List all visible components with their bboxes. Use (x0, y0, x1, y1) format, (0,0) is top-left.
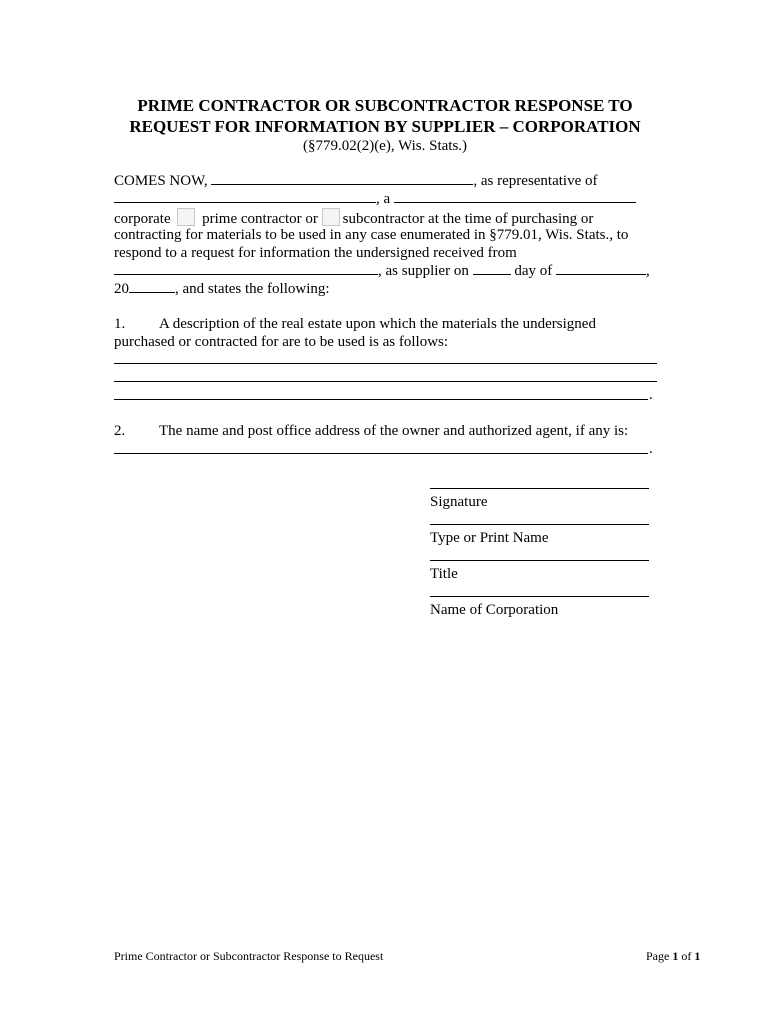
intro-line-5: respond to a request for information the undersigned received from (114, 245, 517, 261)
month-blank[interactable] (556, 262, 646, 275)
state-of-incorporation-blank[interactable] (394, 190, 636, 203)
corporation-name-line[interactable] (430, 596, 649, 597)
prime-contractor-text: prime contractor or (202, 211, 318, 227)
day-blank[interactable] (473, 262, 511, 275)
print-name-label: Type or Print Name (430, 530, 549, 546)
subcontractor-text: subcontractor at the time of purchasing or (342, 211, 594, 227)
year-blank[interactable] (129, 280, 175, 293)
day-of-text: day of (514, 263, 553, 279)
intro-line-7 (114, 280, 330, 298)
representative-name-blank[interactable] (211, 172, 473, 185)
page-current: 1 (672, 949, 679, 963)
prime-contractor-checkbox[interactable] (177, 208, 195, 226)
print-name-line[interactable] (430, 524, 649, 525)
as-representative-text: , as representative of (473, 173, 598, 189)
owner-address-line[interactable] (114, 453, 648, 454)
item-1-text-line-2: purchased or contracted for are to be used is as follows: (114, 334, 449, 350)
a-text: , a (376, 191, 391, 207)
document-title-line-2: REQUEST FOR INFORMATION BY SUPPLIER – CORPORATION (129, 117, 641, 136)
signature-line[interactable] (430, 488, 649, 489)
states-following-text: , and states the following: (175, 281, 330, 297)
corporate-text: corporate (114, 211, 171, 227)
as-supplier-text: , as supplier on (378, 263, 469, 279)
supplier-name-blank[interactable] (114, 262, 378, 275)
title-line[interactable] (430, 560, 649, 561)
item-2-text: The name and post office address of the owner and authorized agent, if any is: (159, 423, 629, 439)
item-1-period: . (649, 387, 653, 403)
document-title-line-1: PRIME CONTRACTOR OR SUBCONTRACTOR RESPONSE TO (137, 96, 633, 115)
intro-line-1 (114, 172, 598, 190)
signature-label: Signature (430, 494, 488, 510)
intro-line-4: contracting for materials to be used in any case enumerated in §779.01, Wis. Stats., to (114, 227, 629, 243)
item-2-number: 2. (114, 423, 126, 439)
page-of: of (681, 949, 692, 963)
corporation-name-label: Name of Corporation (430, 602, 559, 618)
footer-page-number (646, 948, 700, 964)
intro-line-2 (114, 190, 636, 208)
year-prefix-text: 20 (114, 281, 129, 297)
title-label: Title (430, 566, 458, 582)
real-estate-description-line-1[interactable] (114, 363, 657, 364)
corporation-name-blank[interactable] (114, 190, 376, 203)
page-total: 1 (694, 949, 701, 963)
statute-reference: (§779.02(2)(e), Wis. Stats.) (302, 138, 468, 154)
intro-line-3 (114, 208, 593, 228)
comma-text: , (645, 263, 650, 279)
real-estate-description-line-2[interactable] (114, 381, 657, 382)
item-2-period: . (649, 441, 653, 457)
item-1-number: 1. (114, 316, 126, 332)
real-estate-description-line-3[interactable] (114, 399, 648, 400)
footer-document-name: Prime Contractor or Subcontractor Response to Request (114, 949, 384, 963)
page-label: Page (646, 949, 670, 963)
comes-now-text: COMES NOW, (114, 173, 208, 189)
subcontractor-checkbox[interactable] (322, 208, 340, 226)
intro-line-6 (114, 262, 650, 280)
item-1-text-line-1: A description of the real estate upon which the materials the undersigned (159, 316, 596, 332)
